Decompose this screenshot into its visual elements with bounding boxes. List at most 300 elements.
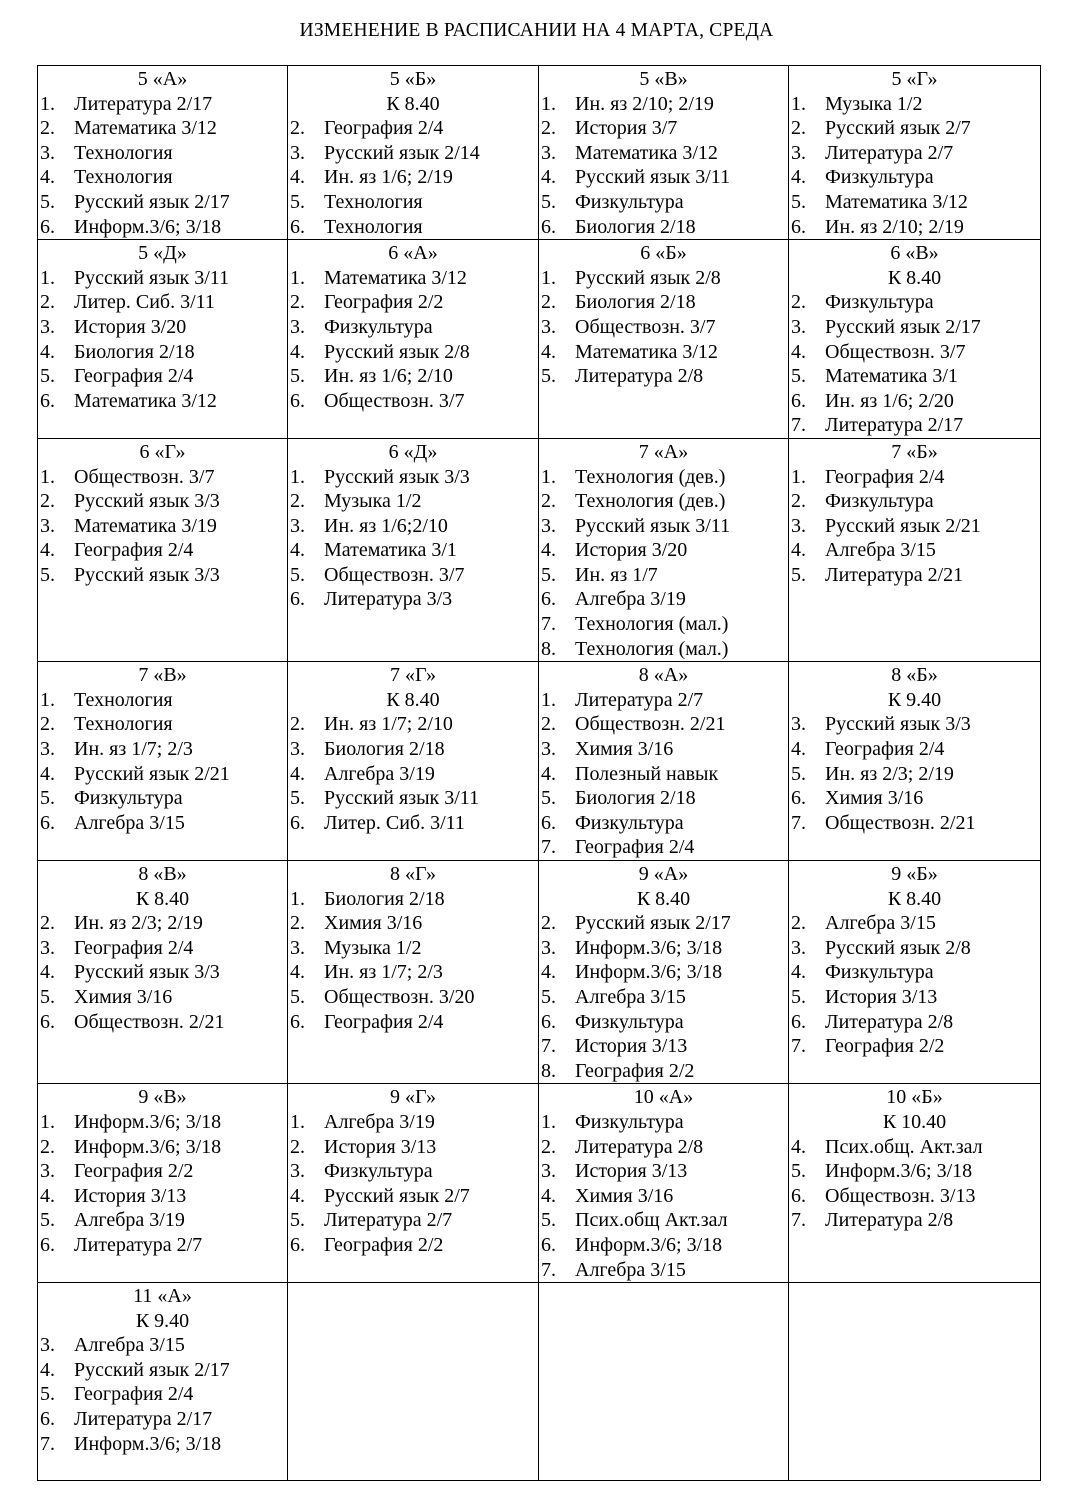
lesson-item bbox=[789, 364, 1040, 389]
lesson-subject: Литература 2/8 bbox=[575, 1135, 704, 1158]
lesson-number: 5. bbox=[541, 365, 556, 388]
lesson-subject: Музыка 1/2 bbox=[825, 92, 923, 115]
lesson-number: 1. bbox=[290, 1110, 305, 1133]
class-cell bbox=[38, 1283, 288, 1481]
lesson-subject: Биология 2/18 bbox=[324, 887, 445, 910]
lesson-subject: Технология bbox=[74, 713, 173, 736]
class-name: 9 «В» bbox=[138, 1086, 187, 1109]
lesson-subject: Физкультура bbox=[324, 1160, 433, 1183]
lesson-number: 2. bbox=[40, 291, 55, 314]
lesson-item bbox=[539, 1258, 788, 1283]
lesson-item bbox=[539, 364, 788, 389]
lesson-number: 6. bbox=[290, 389, 305, 412]
lesson-item bbox=[38, 1010, 287, 1035]
lesson-number: 5. bbox=[40, 365, 55, 388]
lesson-item bbox=[539, 1034, 788, 1059]
lesson-item bbox=[38, 92, 287, 117]
class-cell bbox=[288, 240, 539, 439]
lesson-subject: Ин. яз 1/6; 2/19 bbox=[324, 166, 453, 189]
class-name: 6 «А» bbox=[388, 242, 438, 265]
lesson-number: 1. bbox=[541, 266, 556, 289]
lesson-number: 4. bbox=[791, 738, 806, 761]
lesson-item bbox=[38, 116, 287, 141]
lesson-number: 3. bbox=[541, 514, 556, 537]
class-cell bbox=[38, 1084, 288, 1283]
class-cell bbox=[789, 240, 1041, 439]
lesson-number: 4. bbox=[290, 340, 305, 363]
lesson-number: 2. bbox=[541, 713, 556, 736]
lesson-number: 5. bbox=[40, 190, 55, 213]
lesson-subject: Химия 3/16 bbox=[324, 912, 423, 935]
lesson-number: 6. bbox=[290, 1010, 305, 1033]
lesson-subject: История 3/13 bbox=[825, 985, 938, 1008]
lesson-number: 3. bbox=[541, 315, 556, 338]
class-cell bbox=[288, 1283, 539, 1481]
lesson-subject: Информ.3/6; 3/18 bbox=[575, 961, 723, 984]
lesson-subject: Обществозн. 3/7 bbox=[575, 315, 716, 338]
lesson-item bbox=[539, 960, 788, 985]
lesson-subject: Русский язык 3/3 bbox=[825, 713, 971, 736]
lesson-item bbox=[789, 315, 1040, 340]
lesson-number: 1. bbox=[290, 465, 305, 488]
lesson-number: 7. bbox=[791, 811, 806, 834]
lesson-item bbox=[38, 1358, 287, 1383]
lesson-item bbox=[539, 1208, 788, 1233]
lesson-number: 3. bbox=[290, 141, 305, 164]
lesson-subject: География 2/4 bbox=[74, 365, 194, 388]
lesson-number: 4. bbox=[40, 340, 55, 363]
lesson-subject: Русский язык 2/17 bbox=[575, 912, 731, 935]
lesson-subject: География 2/4 bbox=[825, 465, 945, 488]
lesson-subject: Физкультура bbox=[74, 787, 183, 810]
lesson-item bbox=[38, 712, 287, 737]
class-cell bbox=[789, 662, 1041, 861]
lesson-item bbox=[38, 165, 287, 190]
lesson-item bbox=[38, 538, 287, 563]
class-cell bbox=[288, 66, 539, 240]
lesson-item bbox=[539, 290, 788, 315]
class-cell bbox=[288, 1084, 539, 1283]
lesson-subject: Технология (мал.) bbox=[575, 613, 729, 636]
lesson-subject: Алгебра 3/19 bbox=[324, 1110, 435, 1133]
page-title: ИЗМЕНЕНИЕ В РАСПИСАНИИ НА 4 МАРТА, СРЕДА bbox=[299, 20, 774, 41]
lesson-item bbox=[789, 489, 1040, 514]
lesson-item bbox=[539, 835, 788, 860]
lesson-number: 6. bbox=[791, 215, 806, 238]
lesson-subject: Литература 2/7 bbox=[825, 141, 954, 164]
class-name: 9 «Г» bbox=[389, 1086, 437, 1109]
lesson-subject: Литература 2/17 bbox=[74, 1408, 213, 1431]
lesson-subject: Информ.3/6; 3/18 bbox=[74, 1135, 222, 1158]
lesson-item bbox=[288, 587, 538, 612]
class-cell bbox=[539, 438, 789, 661]
lesson-number: 3. bbox=[290, 514, 305, 537]
lesson-number: 6. bbox=[791, 1184, 806, 1207]
lesson-subject: Математика 3/12 bbox=[575, 340, 718, 363]
lesson-item bbox=[288, 737, 538, 762]
lesson-subject: Русский язык 2/21 bbox=[74, 762, 230, 785]
lesson-number: 2. bbox=[40, 912, 55, 935]
lesson-item bbox=[789, 1135, 1040, 1160]
lesson-number: 5. bbox=[791, 985, 806, 1008]
lesson-subject: Русский язык 2/17 bbox=[74, 190, 230, 213]
lesson-item bbox=[539, 489, 788, 514]
lesson-item bbox=[789, 1159, 1040, 1184]
lesson-subject: Русский язык 3/3 bbox=[74, 490, 220, 513]
lesson-subject: История 3/13 bbox=[74, 1184, 187, 1207]
class-cell bbox=[38, 662, 288, 861]
lesson-item bbox=[789, 538, 1040, 563]
lesson-number: 6. bbox=[791, 787, 806, 810]
lesson-subject: География 2/4 bbox=[324, 1010, 444, 1033]
lesson-item bbox=[789, 786, 1040, 811]
lesson-subject: География 2/4 bbox=[324, 117, 444, 140]
lesson-subject: Биология 2/18 bbox=[74, 340, 195, 363]
lesson-number: 5. bbox=[541, 563, 556, 586]
lesson-number: 7. bbox=[541, 1258, 556, 1281]
lesson-number: 3. bbox=[40, 141, 55, 164]
lesson-number: 5. bbox=[290, 190, 305, 213]
lesson-subject: Математика 3/12 bbox=[74, 117, 217, 140]
class-cell bbox=[288, 662, 539, 861]
lesson-number: 7. bbox=[40, 1432, 55, 1455]
lesson-subject: География 2/4 bbox=[825, 738, 945, 761]
lesson-number: 3. bbox=[541, 1160, 556, 1183]
lesson-subject: Русский язык 3/3 bbox=[74, 563, 220, 586]
class-name: 6 «Б» bbox=[640, 242, 687, 265]
lesson-item bbox=[288, 1110, 538, 1135]
start-time-note: К 8.40 bbox=[386, 688, 440, 711]
lesson-item bbox=[539, 911, 788, 936]
lesson-number: 1. bbox=[40, 688, 55, 711]
class-cell bbox=[38, 240, 288, 439]
lesson-item bbox=[789, 514, 1040, 539]
lesson-number: 2. bbox=[40, 1135, 55, 1158]
lesson-subject: Математика 3/12 bbox=[74, 389, 217, 412]
lesson-subject: Ин. яз 1/7 bbox=[575, 563, 658, 586]
lesson-subject: Информ.3/6; 3/18 bbox=[74, 215, 222, 238]
lesson-item bbox=[789, 465, 1040, 490]
lesson-item bbox=[288, 364, 538, 389]
lesson-subject: Русский язык 2/8 bbox=[825, 936, 971, 959]
start-time-note: К 8.40 bbox=[636, 887, 691, 910]
lesson-subject: Литер. Сиб. 3/11 bbox=[74, 291, 215, 314]
class-cell bbox=[539, 66, 789, 240]
lesson-subject: Ин. яз 1/7; 2/10 bbox=[324, 713, 453, 736]
class-name: 9 «А» bbox=[638, 863, 689, 885]
lesson-subject: География 2/4 bbox=[575, 836, 695, 859]
class-name: 11 «А» bbox=[133, 1285, 192, 1308]
lesson-number: 3. bbox=[791, 936, 806, 959]
lesson-item bbox=[539, 215, 788, 240]
lesson-subject: Обществозн. 3/7 bbox=[324, 563, 465, 586]
lesson-subject: Ин. яз 1/7; 2/3 bbox=[324, 961, 443, 984]
lesson-subject: Физкультура bbox=[575, 811, 684, 834]
lesson-subject: География 2/4 bbox=[74, 1383, 194, 1406]
lesson-number: 4. bbox=[290, 961, 305, 984]
lesson-item bbox=[38, 290, 287, 315]
lesson-subject: Литература 2/17 bbox=[74, 92, 213, 115]
lesson-number: 2. bbox=[40, 117, 55, 140]
lesson-number: 1. bbox=[541, 1110, 556, 1133]
lesson-item bbox=[539, 1059, 788, 1084]
lesson-item bbox=[789, 389, 1040, 414]
lesson-item bbox=[38, 1333, 287, 1358]
class-cell bbox=[789, 66, 1041, 240]
lesson-item bbox=[38, 936, 287, 961]
start-time-note: К 9.40 bbox=[135, 1309, 190, 1332]
lesson-number: 4. bbox=[791, 340, 806, 363]
lesson-number: 2. bbox=[290, 1135, 305, 1158]
lesson-number: 8. bbox=[541, 1059, 556, 1082]
lesson-number: 2. bbox=[290, 490, 305, 513]
lesson-item bbox=[789, 141, 1040, 166]
lesson-subject: Алгебра 3/15 bbox=[575, 1258, 686, 1281]
lesson-subject: География 2/2 bbox=[825, 1035, 945, 1058]
lesson-subject: Обществозн. 3/7 bbox=[324, 389, 465, 412]
lesson-item bbox=[288, 290, 538, 315]
lesson-item bbox=[38, 266, 287, 291]
lesson-number: 4. bbox=[40, 1184, 55, 1207]
lesson-number: 3. bbox=[290, 315, 305, 338]
lesson-item bbox=[539, 514, 788, 539]
lesson-item bbox=[38, 811, 287, 836]
lesson-number: 6. bbox=[290, 588, 305, 611]
lesson-item bbox=[38, 688, 287, 713]
lesson-subject: Технология bbox=[74, 141, 173, 164]
lesson-subject: Литература 2/8 bbox=[575, 365, 704, 388]
lesson-number: 6. bbox=[541, 588, 556, 611]
lesson-item bbox=[789, 215, 1040, 240]
lesson-subject: Литература 3/3 bbox=[324, 588, 453, 611]
lesson-subject: Алгебра 3/15 bbox=[74, 1334, 185, 1357]
lesson-number: 7. bbox=[791, 1035, 806, 1058]
lesson-item bbox=[539, 116, 788, 141]
lesson-number: 6. bbox=[541, 1233, 556, 1256]
lesson-subject: Русский язык 3/11 bbox=[575, 166, 731, 189]
lesson-number: 2. bbox=[290, 713, 305, 736]
lesson-number: 2. bbox=[541, 117, 556, 140]
lesson-item bbox=[539, 612, 788, 637]
lesson-subject: Алгебра 3/19 bbox=[74, 1209, 185, 1232]
lesson-number: 3. bbox=[40, 1334, 55, 1357]
lesson-subject: Русский язык 3/3 bbox=[74, 961, 220, 984]
class-name: 6 «Д» bbox=[388, 440, 438, 463]
lesson-subject: География 2/4 bbox=[74, 539, 194, 562]
lesson-item bbox=[288, 786, 538, 811]
lesson-number: 2. bbox=[40, 490, 55, 513]
class-name: 8 «А» bbox=[638, 664, 689, 687]
lesson-number: 2. bbox=[541, 291, 556, 314]
lesson-item bbox=[288, 887, 538, 912]
lesson-subject: Музыка 1/2 bbox=[324, 936, 422, 959]
class-name: 8 «В» bbox=[138, 863, 187, 885]
lesson-number: 1. bbox=[541, 465, 556, 488]
lesson-number: 5. bbox=[40, 1209, 55, 1232]
lesson-subject: Ин. яз 2/10; 2/19 bbox=[575, 92, 714, 115]
lesson-item bbox=[789, 911, 1040, 936]
lesson-item bbox=[288, 1184, 538, 1209]
class-name: 7 «Б» bbox=[891, 440, 938, 463]
lesson-item bbox=[288, 514, 538, 539]
lesson-number: 4. bbox=[541, 166, 556, 189]
lesson-number: 7. bbox=[541, 1035, 556, 1058]
lesson-number: 1. bbox=[290, 266, 305, 289]
lesson-subject: Биология 2/18 bbox=[575, 787, 696, 810]
lesson-number: 3. bbox=[541, 738, 556, 761]
lesson-number: 6. bbox=[791, 389, 806, 412]
lesson-item bbox=[539, 762, 788, 787]
lesson-subject: Физкультура bbox=[825, 490, 934, 513]
lesson-item bbox=[38, 737, 287, 762]
lesson-subject: Математика 3/1 bbox=[825, 365, 958, 388]
lesson-item bbox=[539, 1110, 788, 1135]
lesson-item bbox=[38, 465, 287, 490]
lesson-item bbox=[38, 141, 287, 166]
lesson-item bbox=[38, 364, 287, 389]
lesson-item bbox=[38, 960, 287, 985]
lesson-subject: Алгебра 3/19 bbox=[575, 588, 686, 611]
schedule-row bbox=[38, 438, 1041, 661]
start-time-note: К 8.40 bbox=[887, 266, 942, 289]
lesson-item bbox=[288, 190, 538, 215]
lesson-number: 4. bbox=[541, 539, 556, 562]
lesson-number: 1. bbox=[40, 266, 55, 289]
class-name: 7 «В» bbox=[138, 664, 187, 687]
class-cell bbox=[288, 861, 539, 1084]
lesson-item bbox=[539, 786, 788, 811]
lesson-subject: Информ.3/6; 3/18 bbox=[74, 1110, 222, 1133]
lesson-number: 5. bbox=[40, 1383, 55, 1406]
lesson-number: 7. bbox=[791, 414, 806, 437]
start-time-note: К 10.40 bbox=[882, 1110, 947, 1133]
lesson-item bbox=[38, 1159, 287, 1184]
lesson-subject: Химия 3/16 bbox=[575, 1184, 674, 1207]
lesson-number: 1. bbox=[40, 465, 55, 488]
class-name: 8 «Г» bbox=[389, 863, 437, 885]
lesson-subject: Ин. яз 1/7; 2/3 bbox=[74, 738, 193, 761]
lesson-item bbox=[38, 190, 287, 215]
lesson-item bbox=[539, 1184, 788, 1209]
lesson-item bbox=[288, 1135, 538, 1160]
lesson-number: 4. bbox=[541, 762, 556, 785]
lesson-item bbox=[789, 1034, 1040, 1059]
lesson-number: 2. bbox=[541, 1135, 556, 1158]
class-name: 10 «Б» bbox=[886, 1086, 943, 1109]
lesson-number: 2. bbox=[40, 713, 55, 736]
lesson-subject: Технология (дев.) bbox=[575, 465, 726, 488]
lesson-subject: История 3/13 bbox=[324, 1135, 437, 1158]
class-cell bbox=[38, 438, 288, 661]
lesson-item bbox=[539, 538, 788, 563]
lesson-number: 4. bbox=[40, 166, 55, 189]
lesson-subject: Математика 3/12 bbox=[575, 141, 718, 164]
lesson-subject: Математика 3/19 bbox=[74, 514, 217, 537]
lesson-number: 7. bbox=[791, 1209, 806, 1232]
lesson-subject: Ин. яз 2/3; 2/19 bbox=[825, 762, 954, 785]
lesson-number: 4. bbox=[791, 539, 806, 562]
lesson-subject: Ин. яз 2/10; 2/19 bbox=[825, 215, 964, 238]
lesson-number: 5. bbox=[791, 563, 806, 586]
lesson-subject: Литература 2/17 bbox=[825, 414, 964, 437]
lesson-item bbox=[789, 712, 1040, 737]
lesson-subject: Псих.общ Акт.зал bbox=[575, 1209, 728, 1232]
lesson-number: 4. bbox=[791, 166, 806, 189]
lesson-number: 3. bbox=[40, 738, 55, 761]
lesson-item bbox=[789, 116, 1040, 141]
class-name: 8 «Б» bbox=[891, 664, 938, 687]
lesson-item bbox=[789, 340, 1040, 365]
lesson-subject: Литература 2/7 bbox=[74, 1233, 203, 1256]
lesson-subject: Физкультура bbox=[825, 166, 934, 189]
lesson-number: 3. bbox=[40, 1160, 55, 1183]
lesson-number: 3. bbox=[791, 713, 806, 736]
class-name: 5 «Б» bbox=[389, 68, 437, 90]
lesson-item bbox=[38, 514, 287, 539]
lesson-subject: Информ.3/6; 3/18 bbox=[575, 1233, 723, 1256]
lesson-item bbox=[288, 985, 538, 1010]
lesson-subject: География 2/2 bbox=[575, 1059, 695, 1082]
lesson-number: 6. bbox=[290, 1233, 305, 1256]
lesson-number: 4. bbox=[791, 961, 806, 984]
lesson-item bbox=[288, 141, 538, 166]
lesson-number: 3. bbox=[791, 141, 806, 164]
lesson-item bbox=[38, 1382, 287, 1407]
lesson-number: 2. bbox=[541, 912, 556, 935]
lesson-number: 3. bbox=[290, 936, 305, 959]
lesson-item bbox=[789, 762, 1040, 787]
lesson-subject: Ин. яз 1/6; 2/10 bbox=[324, 365, 453, 388]
lesson-item bbox=[789, 1208, 1040, 1233]
lesson-number: 5. bbox=[290, 1209, 305, 1232]
lesson-subject: Русский язык 2/17 bbox=[825, 315, 981, 338]
lesson-subject: Русский язык 2/21 bbox=[825, 514, 981, 537]
lesson-item bbox=[288, 165, 538, 190]
lesson-subject: География 2/2 bbox=[74, 1160, 194, 1183]
lesson-number: 6. bbox=[40, 1233, 55, 1256]
class-name: 9 «Б» bbox=[891, 863, 938, 885]
lesson-number: 6. bbox=[541, 215, 556, 238]
lesson-number: 6. bbox=[541, 811, 556, 834]
lesson-number: 6. bbox=[40, 1408, 55, 1431]
lesson-number: 6. bbox=[791, 1010, 806, 1033]
lesson-subject: География 2/2 bbox=[324, 1233, 444, 1256]
lesson-item bbox=[288, 960, 538, 985]
lesson-number: 8. bbox=[541, 637, 556, 660]
lesson-subject: Технология bbox=[324, 215, 423, 238]
lesson-subject: Химия 3/16 bbox=[575, 738, 674, 761]
lesson-subject: Математика 3/1 bbox=[324, 539, 457, 562]
lesson-item bbox=[539, 712, 788, 737]
lesson-subject: История 3/13 bbox=[575, 1035, 688, 1058]
lesson-number: 2. bbox=[791, 912, 806, 935]
lesson-number: 5. bbox=[290, 985, 305, 1008]
class-name: 7 «Г» bbox=[389, 664, 437, 687]
lesson-number: 4. bbox=[541, 961, 556, 984]
lesson-number: 1. bbox=[541, 92, 556, 115]
lesson-subject: Литература 2/8 bbox=[825, 1209, 954, 1232]
class-cell bbox=[789, 1084, 1041, 1283]
lesson-subject: Русский язык 2/17 bbox=[74, 1358, 230, 1381]
lesson-item bbox=[789, 985, 1040, 1010]
lesson-number: 3. bbox=[541, 141, 556, 164]
lesson-item bbox=[38, 563, 287, 588]
lesson-subject: История 3/20 bbox=[575, 539, 688, 562]
lesson-number: 6. bbox=[40, 389, 55, 412]
class-cell bbox=[288, 438, 539, 661]
lesson-subject: Литература 2/7 bbox=[324, 1209, 453, 1232]
schedule-row bbox=[38, 240, 1041, 439]
